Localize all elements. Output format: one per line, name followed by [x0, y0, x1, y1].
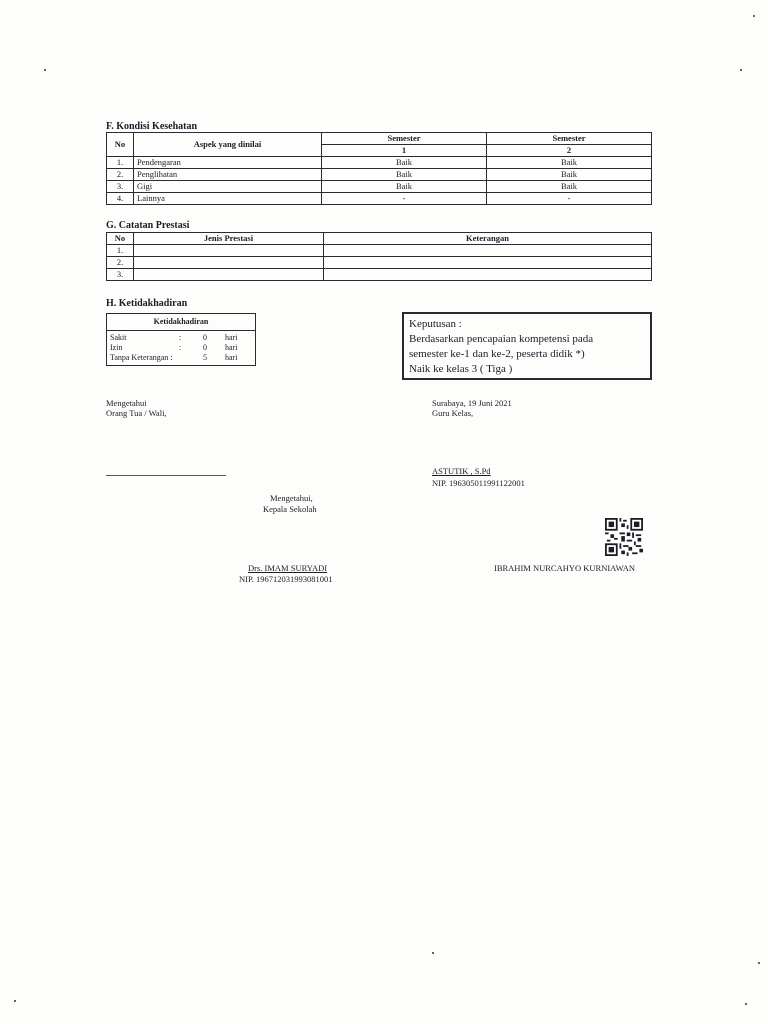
health-col-aspect: Aspek yang dinilai — [134, 133, 322, 157]
table-row — [107, 193, 652, 205]
decision-title: Keputusan : — [409, 318, 462, 330]
health-col-semester-2: Semester — [487, 133, 652, 145]
achievement-col-type: Jenis Prestasi — [134, 233, 324, 245]
scan-speck — [14, 1000, 16, 1002]
absence-unexcused-label: Tanpa Keterangan : — [110, 353, 173, 362]
achievement-col-note: Keterangan — [324, 233, 652, 245]
scan-speck — [745, 1003, 747, 1005]
parent-known-label: Mengetahui — [106, 398, 147, 408]
row-type — [134, 245, 324, 257]
head-nip: NIP. 196712031993081001 — [239, 574, 333, 584]
achievement-table — [106, 232, 652, 281]
health-semester-2-number: 2 — [487, 145, 652, 157]
head-role-label: Kepala Sekolah — [263, 504, 317, 514]
decision-text-line-2: semester ke-1 dan ke-2, peserta didik *) — [409, 348, 585, 360]
row-no: 1. — [107, 245, 134, 257]
achievement-section-title: G. Catatan Prestasi — [106, 220, 190, 231]
scan-speck — [758, 962, 760, 964]
row-sem2: - — [487, 193, 652, 205]
absence-permit-unit: hari — [225, 343, 238, 352]
absence-unexcused-unit: hari — [225, 353, 238, 362]
absence-permit-label: Izin — [110, 343, 123, 352]
row-note — [324, 257, 652, 269]
absence-sick-unit: hari — [225, 333, 238, 342]
row-sem2: Baik — [487, 157, 652, 169]
scan-speck — [753, 15, 755, 17]
absence-sick-colon: : — [179, 333, 182, 342]
head-name: Drs. IMAM SURYADI — [248, 563, 328, 573]
table-row — [107, 269, 652, 281]
absence-sick-value: 0 — [203, 333, 207, 342]
table-row — [107, 181, 652, 193]
table-row — [107, 169, 652, 181]
teacher-role-label: Guru Kelas, — [432, 408, 474, 418]
absence-box — [106, 313, 256, 366]
health-table — [106, 132, 652, 205]
place-date: Surabaya, 19 Juni 2021 — [432, 398, 512, 408]
row-note — [324, 269, 652, 281]
absence-header: Ketidakhadiran — [153, 317, 209, 326]
row-no: 1. — [107, 157, 134, 169]
head-known-label: Mengetahui, — [270, 493, 313, 503]
teacher-name: ASTUTIK , S.Pd — [432, 466, 491, 476]
row-sem2: Baik — [487, 181, 652, 193]
row-type — [134, 257, 324, 269]
row-note — [324, 245, 652, 257]
absence-unexcused-value: 5 — [203, 353, 207, 362]
table-row — [107, 157, 652, 169]
scan-speck — [44, 69, 46, 71]
parent-signature-line — [106, 475, 226, 476]
row-aspect: Pendengaran — [134, 157, 322, 169]
student-name: IBRAHIM NURCAHYO KURNIAWAN — [494, 563, 635, 573]
row-no: 2. — [107, 257, 134, 269]
health-semester-1-number: 1 — [322, 145, 487, 157]
absence-permit-value: 0 — [203, 343, 207, 352]
table-row — [107, 245, 652, 257]
decision-result: Naik ke kelas 3 ( Tiga ) — [409, 363, 513, 375]
row-aspect: Penglihatan — [134, 169, 322, 181]
scan-speck — [740, 69, 742, 71]
absence-sick-label: Sakit — [110, 333, 127, 342]
decision-text-line-1: Berdasarkan pencapaian kompetensi pada — [409, 333, 594, 345]
scan-speck — [432, 952, 434, 954]
row-type — [134, 269, 324, 281]
row-sem1: Baik — [322, 181, 487, 193]
health-col-no: No — [107, 133, 134, 157]
absence-divider — [107, 330, 255, 331]
row-no: 3. — [107, 181, 134, 193]
absence-section-title: H. Ketidakhadiran — [106, 298, 188, 309]
decision-box — [402, 312, 652, 380]
qr-code-icon — [604, 518, 644, 556]
row-sem2: Baik — [487, 169, 652, 181]
teacher-nip: NIP. 196305011991122001 — [432, 478, 525, 488]
absence-permit-colon: : — [179, 343, 182, 352]
row-sem1: Baik — [322, 169, 487, 181]
parent-role-label: Orang Tua / Wali, — [106, 408, 167, 418]
row-aspect: Gigi — [134, 181, 322, 193]
health-section-title: F. Kondisi Kesehatan — [106, 121, 198, 132]
health-col-semester-1: Semester — [322, 133, 487, 145]
table-row — [107, 257, 652, 269]
row-no: 4. — [107, 193, 134, 205]
achievement-col-no: No — [107, 233, 134, 245]
row-aspect: Lainnya — [134, 193, 322, 205]
row-no: 2. — [107, 169, 134, 181]
row-sem1: Baik — [322, 157, 487, 169]
row-sem1: - — [322, 193, 487, 205]
row-no: 3. — [107, 269, 134, 281]
